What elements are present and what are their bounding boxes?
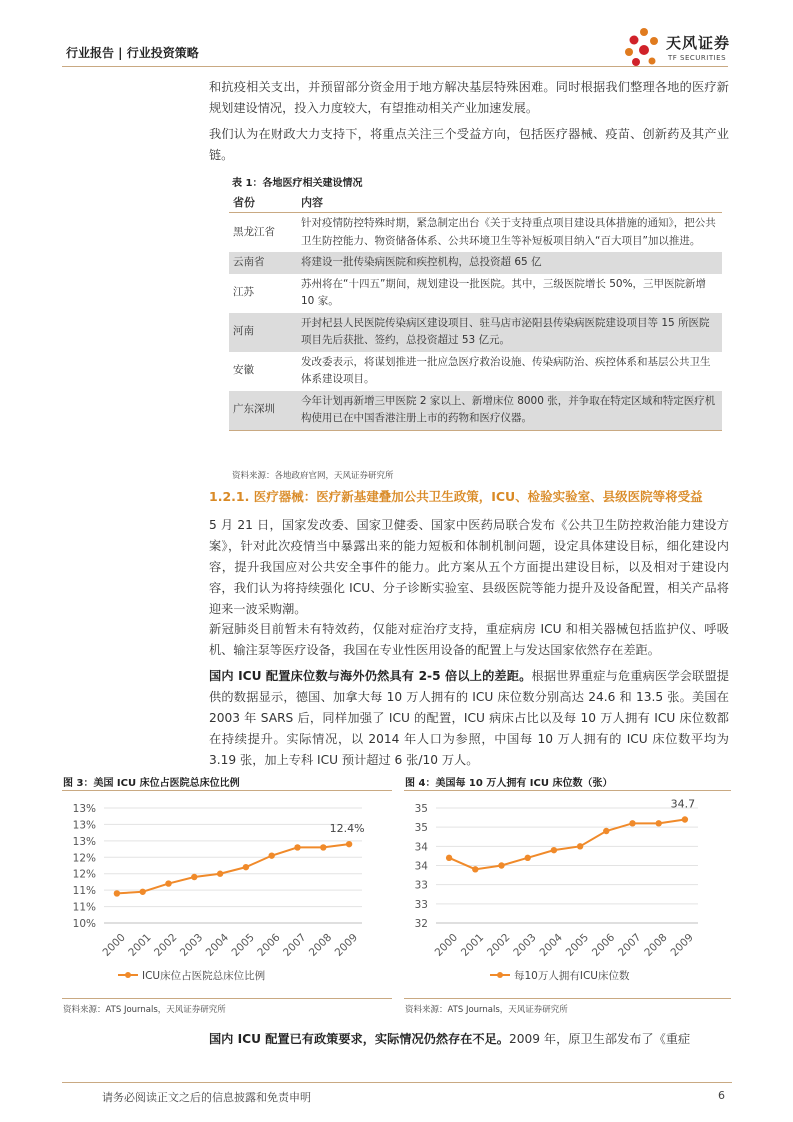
data-label: 34.7	[670, 797, 696, 811]
data-point	[629, 820, 635, 826]
x-tick-label: 2006	[589, 931, 618, 959]
data-label: 12.4%	[329, 822, 365, 836]
paragraph-5-body: 根据世界重症与危重病医学会联盟提供的数据显示，德国、加拿大每 10 万人拥有的 ICU 床位数分别高达 24.6 和 13.5 张。美国在 2003 年 SARS 后，同样加强了 ICU 的配置，ICU 病床占比以及每 10 万人拥有 ICU 床位数都在持续提升。实际情况，以 2014 年人口为参照，中国每 10 万人拥有的 ICU 床位数平均为 3.19 张，加上专科 ICU 预计超过 6 张/10 万人。	[209, 669, 729, 767]
table-cell-province: 黑龙江省	[233, 225, 275, 238]
logo-english: TF SECURITIES	[668, 54, 727, 62]
footer-disclaimer: 请务必阅读正文之后的信息披露和免责申明	[102, 1091, 311, 1104]
series-line	[117, 844, 349, 893]
table-cell-province: 广东深圳	[229, 391, 297, 431]
paragraph-6	[209, 1029, 729, 1050]
table-header-province: 省份	[229, 192, 297, 213]
data-point	[603, 828, 609, 834]
y-tick-label: 33	[414, 898, 428, 911]
data-point	[472, 866, 478, 872]
legend-marker	[125, 972, 131, 978]
paragraph-6-lead: 国内 ICU 配置已有政策要求，实际情况仍然存在不足。	[209, 1032, 509, 1046]
y-tick-label: 13%	[72, 835, 96, 848]
table-row	[229, 313, 722, 352]
paragraph-5-lead: 国内 ICU 配置床位数与海外仍然具有 2-5 倍以上的差距。	[209, 669, 532, 683]
y-tick-label: 10%	[72, 918, 96, 930]
logo-name: 天风证券	[666, 34, 731, 52]
footer-divider	[62, 1082, 732, 1083]
x-tick-label: 2007	[616, 931, 644, 959]
data-point	[243, 864, 249, 870]
data-point	[446, 855, 452, 861]
data-point	[656, 820, 662, 826]
x-tick-label: 2002	[485, 931, 513, 959]
x-tick-label: 2003	[511, 931, 539, 959]
figure-4-bottom-divider	[404, 998, 731, 999]
x-tick-label: 2009	[668, 931, 696, 959]
table-cell-content: 将建设一批传染病医院和疾控机构，总投资超 65 亿	[297, 252, 722, 274]
x-tick-label: 2008	[642, 931, 670, 959]
data-point	[140, 889, 146, 895]
x-tick-label: 2000	[432, 931, 461, 959]
figure-3-caption: 图 3：美国 ICU 床位占医院总床位比例	[63, 778, 240, 789]
table-cell-content: 针对疫情防控特殊时期，紧急制定出台《关于支持重点项目建设具体措施的通知》，把公共卫生防控能力、物资储备体系、公共环境卫生等补短板项目纳入“百大项目”加以推进。	[301, 217, 716, 247]
paragraph-1: 和抗疫相关支出，并预留部分资金用于地方解决基层特殊困难。同时根据我们整理各地的医疗新规划建设情况，投入力度较大，有望推动相关产业加速发展。	[209, 80, 729, 115]
x-tick-label: 2006	[255, 931, 283, 959]
table-source: 资料来源：各地政府官网，天风证券研究所	[232, 471, 394, 481]
x-tick-label: 2004	[203, 931, 232, 959]
data-point	[525, 855, 531, 861]
data-point	[320, 844, 326, 850]
table-row	[229, 213, 722, 253]
icu-bed-ratio-chart	[62, 792, 392, 998]
figure-3-divider	[62, 790, 392, 791]
data-point	[165, 880, 171, 886]
table-header-content: 内容	[297, 192, 722, 213]
legend-label: ICU床位占医院总床位比例	[142, 970, 266, 982]
paragraph-4: 新冠肺炎目前暂未有特效药，仅能对症治疗支持，重症病房 ICU 和相关器械包括监护仪、呼吸机、输注泵等医疗设备，我国在专业性医用设备的配置上与发达国家依然存在差距。	[209, 622, 729, 657]
figure-4-source: 资料来源：ATS Journals，天风证券研究所	[405, 1005, 568, 1015]
paragraph-5	[209, 666, 729, 771]
table-cell-content: 今年计划再新增三甲医院 2 家以上、新增床位 8000 张，并争取在特定区域和特定医疗机构使用已在中国香港注册上市的药物和医疗仪器。	[297, 391, 722, 431]
data-point	[682, 816, 688, 822]
table-cell-content: 开封杞县人民医院传染病区建设项目、驻马店市泌阳县传染病医院建设项目等 15 所医院项目先后获批、签约，总投资超过 53 亿元。	[297, 313, 722, 352]
y-tick-label: 34	[414, 860, 428, 873]
figure-4-caption: 图 4：美国每 10 万人拥有 ICU 床位数（张）	[405, 778, 613, 789]
legend-label: 每10万人拥有ICU床位数	[514, 970, 630, 982]
table-row	[229, 391, 722, 431]
figure-4-divider	[404, 790, 731, 791]
table-cell-content: 发改委表示，将谋划推进一批应急医疗救治设施、传染病防治、疾控体系和基层公共卫生体系建设项目。	[301, 355, 711, 385]
y-tick-label: 11%	[72, 901, 96, 914]
data-point	[114, 890, 120, 896]
paragraph-3: 5 月 21 日，国家发改委、国家卫健委、国家中医药局联合发布《公共卫生防控救治能力建设方案》，针对此次疫情当中暴露出来的能力短板和体制机制问题，设定具体建设目标，细化建设内容，提升我国应对公共安全事件的能力。此方案从五个方面提出建设目标，以及相对于建设内容，我们认为将持续强化 ICU、分子诊断实验室、县级医院等能力提升及设备配置，相关产品将迎来一波采购潮。	[209, 518, 729, 616]
y-tick-label: 34	[414, 841, 428, 854]
paragraph-6-body: 2009 年，原卫生部发布了《重症	[509, 1032, 691, 1046]
table-row	[229, 252, 722, 274]
x-tick-label: 2001	[458, 931, 487, 959]
data-point	[498, 862, 504, 868]
legend-marker	[497, 972, 503, 978]
table-row	[229, 352, 722, 391]
section-heading: 1.2.1. 医疗器械：医疗新基建叠加公共卫生政策，ICU、检验实验室、县级医院等将受益	[209, 489, 703, 504]
y-tick-label: 13%	[72, 819, 96, 832]
figure-3-source: 资料来源：ATS Journals，天风证券研究所	[63, 1005, 226, 1015]
table-cell-content: 苏州将在“十四五”期间，规划建设一批医院。其中，三级医院增长 50%，三甲医院新增 10 家。	[301, 277, 707, 307]
data-point	[577, 843, 583, 849]
y-tick-label: 12%	[72, 852, 96, 865]
figure-3-bottom-divider	[62, 998, 392, 999]
x-tick-label: 2001	[126, 931, 154, 959]
x-tick-label: 2002	[152, 931, 180, 959]
y-tick-label: 35	[414, 803, 428, 815]
x-tick-label: 2000	[100, 931, 128, 959]
y-tick-label: 35	[414, 822, 428, 835]
y-tick-label: 12%	[72, 868, 96, 881]
paragraph-2: 我们认为在财政大力支持下，将重点关注三个受益方向，包括医疗器械、疫苗、创新药及其产业链。	[209, 127, 729, 162]
table-row	[229, 274, 722, 313]
table-cell-province: 安徽	[233, 364, 254, 377]
y-tick-label: 11%	[72, 885, 96, 898]
x-tick-label: 2007	[281, 931, 309, 959]
data-point	[191, 874, 197, 880]
page-number: 6	[718, 1089, 725, 1102]
data-point	[269, 852, 275, 858]
x-tick-label: 2008	[306, 931, 335, 959]
header-divider	[62, 66, 728, 67]
x-tick-label: 2009	[332, 931, 361, 959]
x-tick-label: 2003	[177, 931, 206, 959]
data-point	[346, 841, 352, 847]
table-cell-province: 江苏	[233, 286, 254, 299]
data-point	[294, 844, 300, 850]
y-tick-label: 33	[414, 879, 428, 892]
table-caption: 表 1：各地医疗相关建设情况	[232, 178, 363, 189]
x-tick-label: 2005	[563, 931, 592, 959]
y-tick-label: 32	[414, 918, 428, 930]
icu-beds-per-100k-chart	[404, 792, 731, 998]
data-point	[217, 871, 223, 877]
construction-table	[229, 192, 722, 431]
report-type: 行业报告 | 行业投资策略	[66, 46, 199, 60]
data-point	[551, 847, 557, 853]
table-cell-province: 云南省	[229, 252, 297, 274]
y-tick-label: 13%	[72, 803, 96, 815]
x-tick-label: 2005	[229, 931, 257, 959]
logo-icon	[622, 26, 666, 68]
table-cell-province: 河南	[229, 313, 297, 352]
x-tick-label: 2004	[537, 931, 565, 959]
